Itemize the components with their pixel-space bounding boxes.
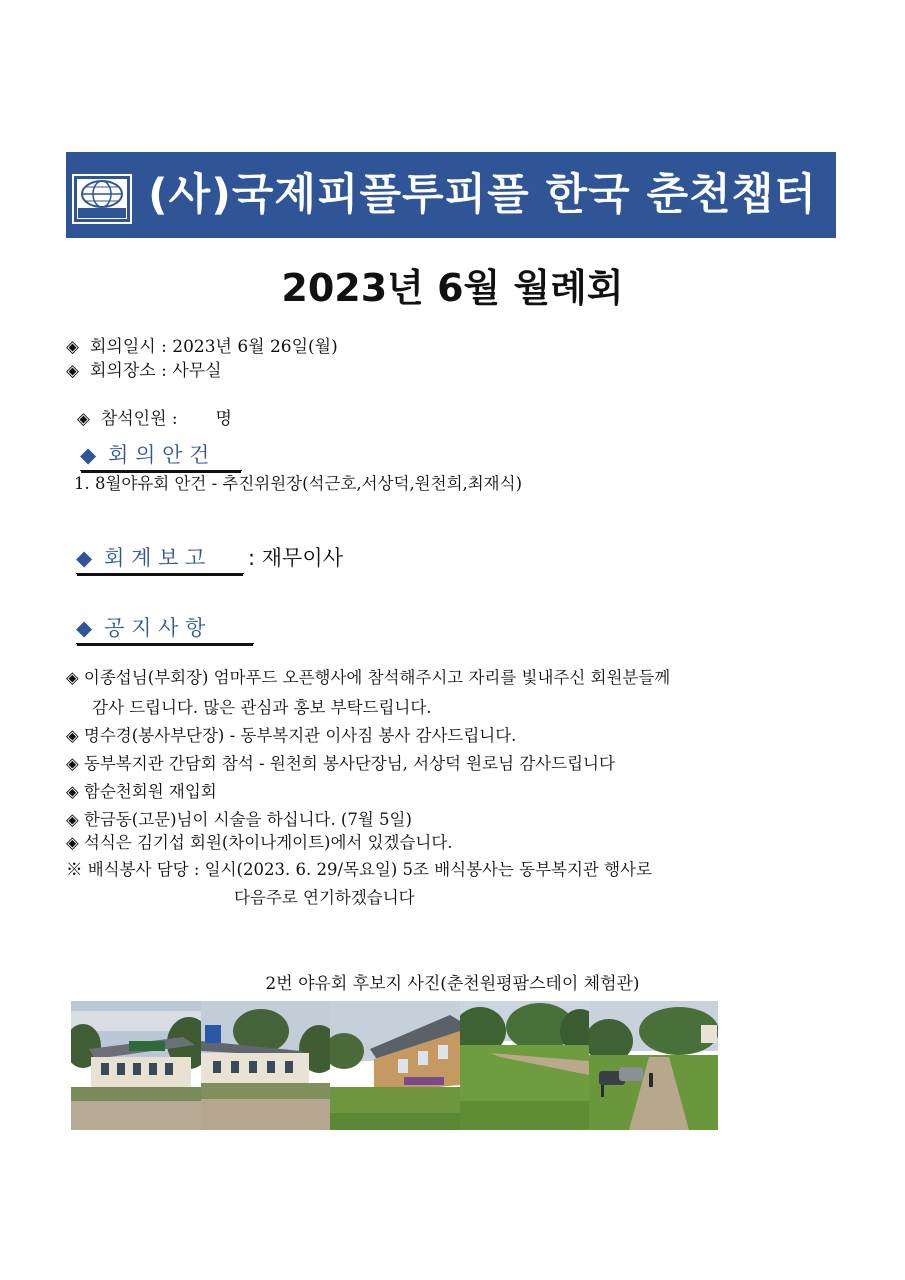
- bullet-icon: ◈: [76, 409, 90, 429]
- photo-caption: 2번 야유회 후보지 사진(춘천원평팜스테이 체험관): [265, 974, 640, 994]
- meeting-place-label: 회의장소: [90, 361, 156, 381]
- agenda-heading-text: 회 의 안 건: [108, 443, 210, 467]
- agenda-heading: [80, 440, 242, 471]
- notices-heading-text: 공 지 사 항: [104, 616, 206, 640]
- attendance-label: 참석인원: [100, 409, 167, 429]
- bullet-icon: ◈: [66, 361, 80, 381]
- building-corner-photo: [330, 1001, 460, 1130]
- accounting-heading-text: 회 계 보 고: [104, 546, 206, 570]
- notice-line: ◈ 동부복지관 간담회 참석 - 원천희 봉사단장님, 서상덕 원로님 감사드립니다: [66, 754, 615, 773]
- notice-line: ※ 배식봉사 담당 : 일시(2023. 6. 29/목요일) 5조 배식봉사는 동부복지관 행사로: [66, 860, 652, 879]
- lawn-field-photo: [460, 1001, 589, 1130]
- page-title: 2023년 6월 월례회: [281, 266, 624, 310]
- notices-heading: [76, 613, 254, 644]
- bullet-icon: ◈: [66, 337, 80, 357]
- diamond-icon: ◆: [76, 546, 93, 570]
- cars-path-photo: [589, 1001, 718, 1130]
- notice-line: 감사 드립니다. 많은 관심과 홍보 부탁드립니다.: [92, 698, 432, 717]
- attendance-value: 명: [183, 409, 232, 429]
- meeting-date-value: 2023년 6월 26일(월): [172, 337, 338, 357]
- building-front-photo: [71, 1001, 201, 1130]
- accounting-heading: [76, 543, 244, 574]
- notice-line: ◈ 석식은 김기섭 회원(차이나게이트)에서 있겠습니다.: [66, 833, 453, 852]
- meeting-date-row: ◈ 회의일시 : 2023년 6월 26일(월): [66, 337, 338, 357]
- diamond-icon: ◆: [76, 616, 93, 640]
- meeting-place-row: ◈ 회의장소 : 사무실: [66, 361, 222, 381]
- meeting-date-label: 회의일시: [90, 337, 156, 357]
- diamond-icon: ◆: [80, 443, 97, 467]
- accounting-value: : 재무이사: [248, 546, 343, 570]
- attendance-row: ◈ 참석인원 : 명: [76, 409, 232, 429]
- agenda-item: 1. 8월야유회 안건 - 추진위원장(석근호,서상덕,원천희,최재식): [74, 474, 523, 493]
- notice-line: ◈ 이종섭님(부회장) 엄마푸드 오픈행사에 참석해주시고 자리를 빛내주신 회원분들께: [66, 668, 671, 687]
- notice-line: ◈ 명수경(봉사부단장) - 동부복지관 이사짐 봉사 감사드립니다.: [66, 726, 517, 745]
- meeting-place-value: 사무실: [172, 361, 222, 381]
- notice-line: ◈ 함순천회원 재입회: [66, 782, 217, 801]
- building-side-photo: [201, 1001, 330, 1130]
- people-to-people-logo: [72, 174, 132, 224]
- banner-title: (사)국제피플투피플 한국 춘천챕터: [148, 170, 817, 220]
- notice-line: ◈ 한금동(고문)님이 시술을 하십니다. (7월 5일): [66, 810, 412, 829]
- notice-line: 다음주로 연기하겠습니다: [234, 888, 415, 907]
